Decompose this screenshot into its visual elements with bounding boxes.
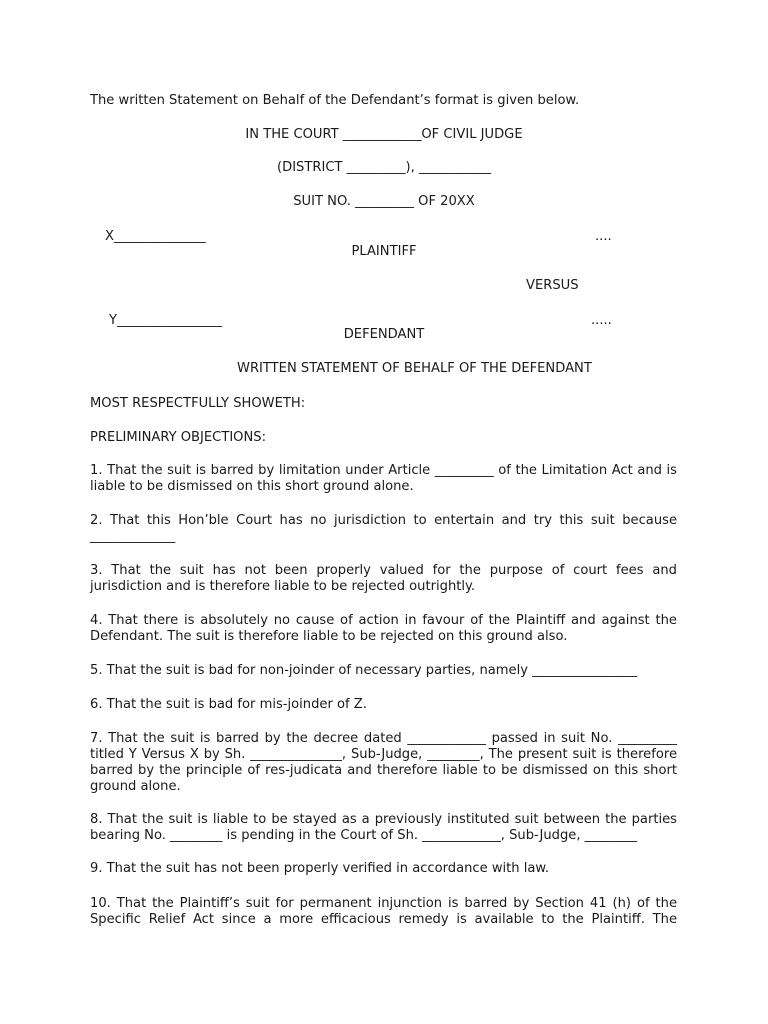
objection-10: 10. That the Plaintiff’s suit for permanent injunction is barred by Section 41 (h) of the Specific Relief Act since a more efficacious remedy is available to the Plaintiff. The [90,896,677,927]
objection-7: 7. That the suit is barred by the decree dated ____________ passed in suit No. _________ titled Y Versus X by Sh. ______________, Sub-Judge, ________, The present suit is therefore barred by the principle of res-judicata and therefore liable to be dismissed on this short ground alone. [90,731,677,794]
objection-1: 1. That the suit is barred by limitation under Article _________ of the Limitation Act and is liable to be dismissed on this short ground alone. [90,463,677,494]
court-heading: IN THE COURT ____________OF CIVIL JUDGE [245,127,523,142]
objection-9: 9. That the suit has not been properly verified in accordance with law. [90,861,550,876]
objection-6: 6. That the suit is bad for mis-joinder of Z. [90,697,367,712]
defendant-label: DEFENDANT [343,327,425,342]
objections-heading: PRELIMINARY OBJECTIONS: [90,430,267,445]
document-title: WRITTEN STATEMENT OF BEHALF OF THE DEFENDANT [237,361,592,376]
intro-text: The written Statement on Behalf of the Defendant’s format is given below. [90,93,580,108]
district-heading: (DISTRICT _________), ___________ [277,160,491,175]
objection-4: 4. That there is absolutely no cause of action in favour of the Plaintiff and against the Defendant. The suit is therefore liable to be rejected on this ground also. [90,613,677,644]
defendant-dots: ..... [591,313,612,328]
objection-5: 5. That the suit is bad for non-joinder of necessary parties, namely ________________ [90,663,637,678]
versus-label: VERSUS [526,278,579,293]
objection-8: 8. That the suit is liable to be stayed as a previously instituted suit between the parties bearing No. ________ is pending in the Court of Sh. ____________, Sub-Judge, ________ [90,812,677,843]
plaintiff-name: X______________ [105,229,206,244]
showeth-text: MOST RESPECTFULLY SHOWETH: [90,396,306,411]
plaintiff-label: PLAINTIFF [351,244,417,259]
suit-number: SUIT NO. _________ OF 20XX [293,194,475,209]
plaintiff-dots: .... [595,229,612,244]
objection-2: 2. That this Hon’ble Court has no jurisdiction to entertain and try this suit because _____________ [90,513,677,544]
defendant-name: Y________________ [109,313,222,328]
objection-3: 3. That the suit has not been properly valued for the purpose of court fees and jurisdiction and is therefore liable to be rejected outrightly. [90,563,677,594]
